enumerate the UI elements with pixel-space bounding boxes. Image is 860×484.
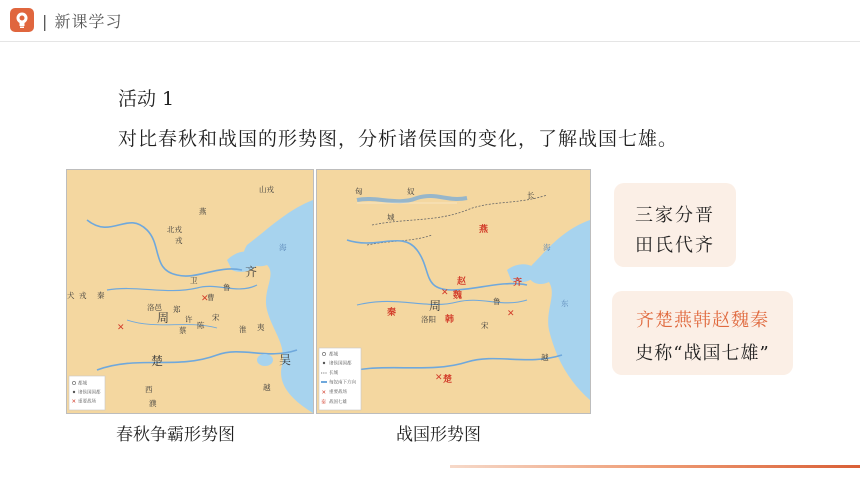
legend-label: 匈奴南下方向 <box>329 380 356 386</box>
svg-text:秦: 秦 <box>321 399 327 406</box>
seven-states-box <box>612 291 793 375</box>
map-label: 周 <box>157 311 170 325</box>
battle-icon: ✕ <box>507 309 515 319</box>
map-label: 曹 <box>207 293 215 302</box>
map-label: 夷 <box>257 323 265 332</box>
legend-label: 重要战场 <box>78 399 96 405</box>
map-label: 西 <box>145 385 153 394</box>
seven-states-title: 史称“战国七雄” <box>635 343 770 364</box>
map-label: 海 <box>279 243 287 252</box>
legend-label: 都城 <box>329 352 338 358</box>
map-label: 鲁 <box>223 283 231 292</box>
legend-label: 都城 <box>78 381 87 387</box>
map-label: 山戎 <box>259 185 274 194</box>
map-label: 赵 <box>457 277 467 287</box>
legend-label: 长城 <box>329 371 338 376</box>
map-label: 周 <box>429 299 442 313</box>
right-map-caption: 战国形势图 <box>396 425 481 445</box>
map-label: 燕 <box>479 225 489 235</box>
activity-instruction: 对比春秋和战国的形势图，分析诸侯国的变化，了解战国七雄。 <box>118 128 679 150</box>
map-label: 洛阳 <box>421 315 436 324</box>
battle-icon: ✕ <box>201 294 209 304</box>
map-label: 城 <box>387 213 395 222</box>
map-label: 犬 <box>67 291 75 300</box>
map-label: 越 <box>541 353 549 362</box>
battle-icon: ✕ <box>441 288 449 298</box>
map-label: 魏 <box>453 291 463 301</box>
map-label: 吴 <box>279 353 292 367</box>
map-label: 北戎 <box>167 225 182 234</box>
map-label: 郑 <box>173 305 181 314</box>
map-label: 蔡 <box>179 326 187 335</box>
battle-icon: ✕ <box>117 323 125 333</box>
events-box <box>614 183 736 267</box>
map-label: 濮 <box>149 399 157 408</box>
map-label: 戎 <box>175 236 183 245</box>
header-bar <box>0 0 860 44</box>
map-label: 戎 <box>79 291 87 300</box>
map-label: 淮 <box>239 325 247 334</box>
map-label: 卫 <box>190 276 198 285</box>
map-label: 楚 <box>443 375 453 385</box>
events-line-1: 三家分晋 <box>635 205 715 226</box>
legend-label: 诸侯国国都 <box>329 361 352 367</box>
map-label: 燕 <box>199 207 207 216</box>
map-label: 楚 <box>151 354 164 368</box>
map-label: 海 <box>543 243 551 252</box>
map-label: 匈 <box>355 187 363 196</box>
lightbulb-icon <box>10 8 34 32</box>
map-label: 奴 <box>407 187 415 196</box>
svg-text:✕: ✕ <box>71 399 77 405</box>
legend-label: 战国七雄 <box>329 400 347 405</box>
legend-label: 重要战场 <box>329 390 347 395</box>
map-label: 洛邑 <box>147 303 162 312</box>
map-label: 齐 <box>245 265 258 279</box>
map-label: 秦 <box>387 308 397 318</box>
map-label: 韩 <box>445 315 455 325</box>
map-label: 陈 <box>197 321 205 330</box>
svg-text:✕: ✕ <box>321 390 327 396</box>
map-label: 越 <box>263 383 271 392</box>
events-line-2: 田氏代齐 <box>635 235 715 256</box>
map-label: 东 <box>561 299 569 308</box>
header-divider <box>0 41 860 42</box>
map-label: 许 <box>185 315 193 324</box>
map-label: 鲁 <box>493 297 501 306</box>
spring-autumn-map <box>66 169 314 414</box>
battle-icon: ✕ <box>435 373 443 383</box>
map-label: 齐 <box>513 278 523 288</box>
warring-states-map <box>316 169 591 414</box>
map-label: 宋 <box>481 321 489 330</box>
section-title: | 新课学习 <box>42 12 123 31</box>
left-map-caption: 春秋争霸形势图 <box>116 425 235 445</box>
legend-label: 诸侯国国都 <box>78 390 101 396</box>
map-label: 宋 <box>212 313 220 322</box>
activity-title: 活动 1 <box>118 88 175 110</box>
map-label: 秦 <box>97 291 105 300</box>
map-label: 长 <box>527 191 535 200</box>
seven-states-names: 齐楚燕韩赵魏秦 <box>636 310 769 331</box>
footer-accent-bar <box>450 465 860 468</box>
